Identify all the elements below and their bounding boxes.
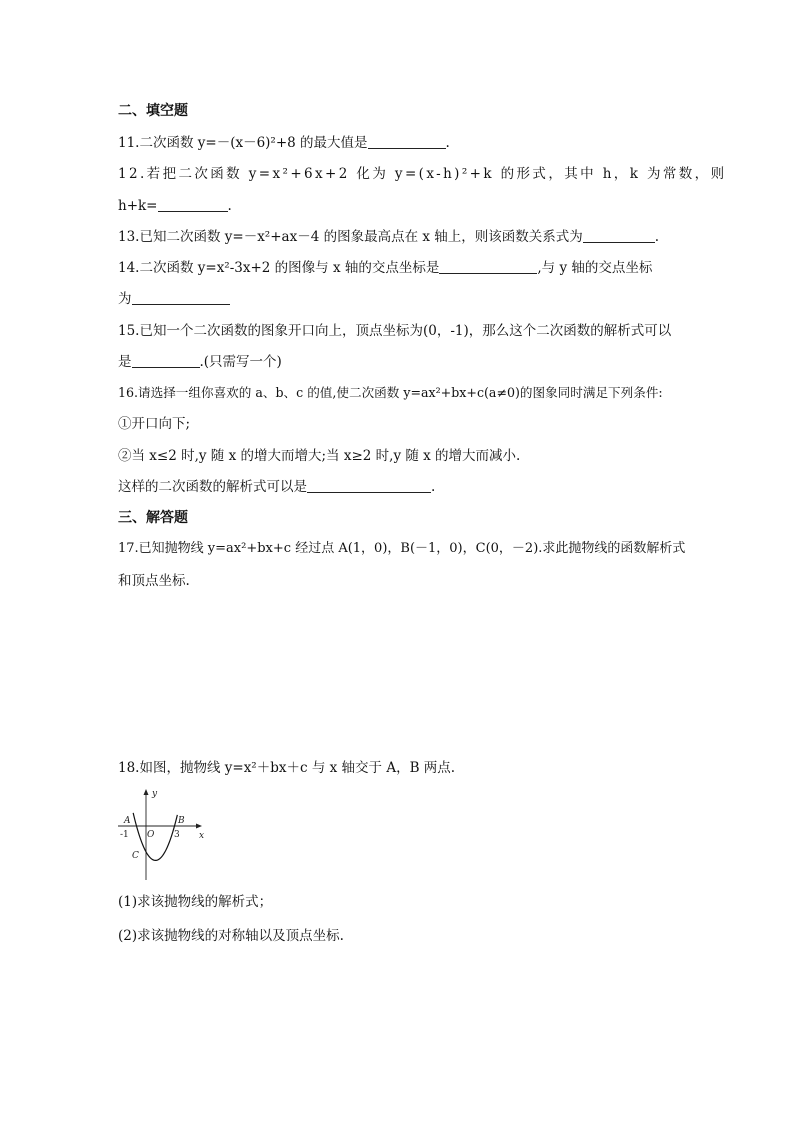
x-axis-arrow bbox=[196, 824, 202, 829]
origin-label: O bbox=[147, 830, 155, 840]
q14-y-intercept-blank[interactable] bbox=[132, 291, 230, 305]
q14-x-intercept-blank[interactable] bbox=[439, 260, 537, 274]
point-a-label: A bbox=[124, 816, 131, 826]
question-14-line1: 14.二次函数 y=x²-3x+2 的图像与 x 轴的交点坐标是 ,与 y 轴的交点坐标 bbox=[118, 260, 653, 276]
question-15-line1: 15.已知一个二次函数的图象开口向上，顶点坐标为(0，-1)，那么这个二次函数的解析式可以 bbox=[118, 323, 672, 339]
q15-answer-blank[interactable] bbox=[132, 354, 200, 368]
y-axis-label: y bbox=[152, 789, 158, 799]
section-fill-in-title: 二、填空题 bbox=[118, 103, 188, 119]
section-solution-title: 三、解答题 bbox=[118, 510, 188, 526]
question-16-condition-2: ②当 x≤2 时,y 随 x 的增大而增大;当 x≥2 时,y 随 x 的增大而减小. bbox=[118, 448, 521, 464]
question-17-line2: 和顶点坐标. bbox=[118, 573, 190, 589]
q13-answer-blank[interactable] bbox=[583, 229, 655, 243]
question-12-line1: 12.若把二次函数 y=x²+6x+2 化为 y=(x-h)²+k 的形式，其中 h，k 为常数，则 bbox=[118, 166, 727, 182]
point-c-label: C bbox=[132, 851, 139, 861]
q16-answer-blank[interactable] bbox=[307, 479, 431, 493]
question-16-line1: 16.请选择一组你喜欢的 a、b、c 的值,使二次函数 y=ax²+bx+c(a≠0)的图象同时满足下列条件: bbox=[118, 385, 663, 400]
x-axis-label: x bbox=[199, 831, 205, 841]
question-18-line1: 18.如图，抛物线 y=x²＋bx＋c 与 x 轴交于 A，B 两点. bbox=[118, 760, 456, 776]
question-14-line2: 为 bbox=[118, 290, 698, 308]
question-11: 11.二次函数 y=－(x－6)²+8 的最大值是 . bbox=[118, 135, 450, 151]
question-12-line2: h+k= . bbox=[118, 198, 232, 214]
parabola-curve bbox=[133, 813, 177, 860]
question-16-line4: 这样的二次函数的解析式可以是 . bbox=[118, 479, 436, 495]
q11-answer-blank[interactable] bbox=[368, 135, 446, 149]
tick-minus-1: -1 bbox=[120, 830, 129, 840]
question-13: 13.已知二次函数 y=－x²+ax－4 的图象最高点在 x 轴上，则该函数关系式为 . bbox=[118, 229, 660, 245]
q12-answer-blank[interactable] bbox=[158, 198, 228, 212]
question-17-line1: 17.已知抛物线 y=ax²+bx+c 经过点 A(1，0)，B(－1，0)，C(0，－2).求此抛物线的函数解析式 bbox=[118, 541, 686, 556]
tick-3: 3 bbox=[174, 830, 180, 840]
question-18-part-2: (2)求该抛物线的对称轴以及顶点坐标. bbox=[118, 928, 344, 944]
y-axis-arrow bbox=[144, 789, 149, 795]
question-15-line2: 是 .(只需写一个) bbox=[118, 354, 282, 370]
question-18-part-1: (1)求该抛物线的解析式； bbox=[118, 894, 273, 910]
q11-text: 11.二次函数 y=－(x－6)²+8 的最大值是 bbox=[118, 135, 368, 151]
point-b-label: B bbox=[178, 816, 185, 826]
parabola-graph bbox=[116, 786, 212, 882]
question-16-condition-1: ①开口向下; bbox=[118, 416, 191, 432]
